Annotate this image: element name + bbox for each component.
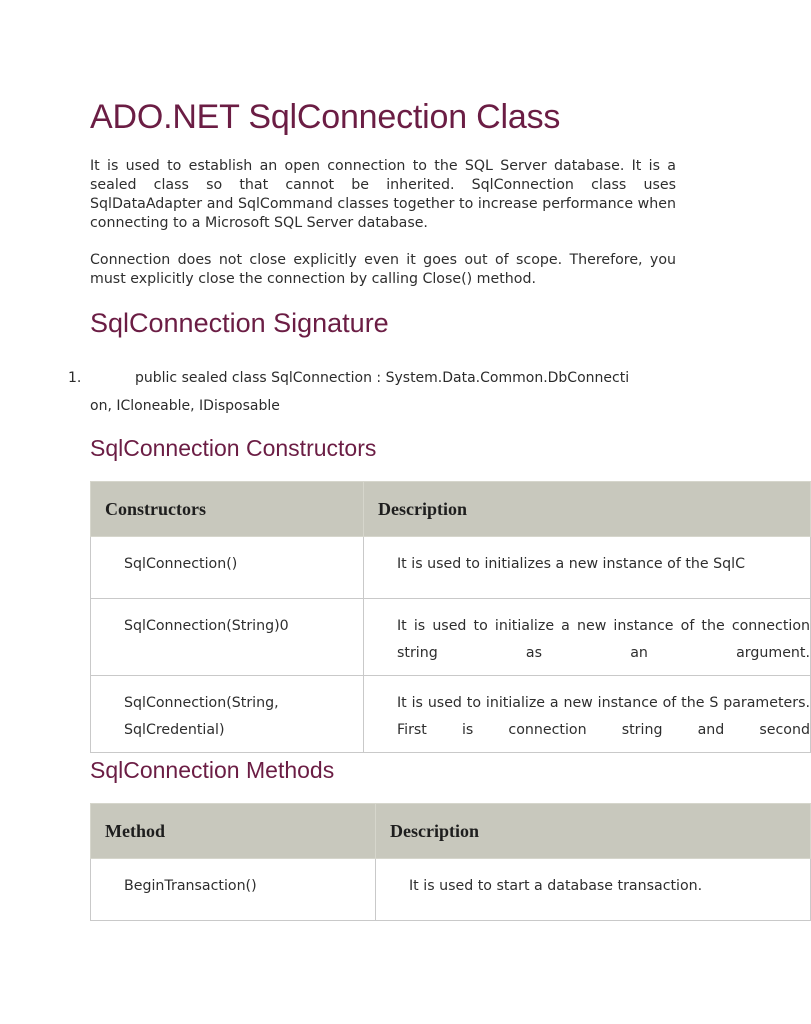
signature-heading: SqlConnection Signature <box>90 308 389 338</box>
table-header-row <box>91 804 811 859</box>
table-header-row <box>91 482 811 537</box>
constructor-description: It is used to initializes a new instance of the SqlC <box>364 537 811 599</box>
signature-code-line-2: on, ICloneable, IDisposable <box>90 398 280 414</box>
page-title: ADO.NET SqlConnection Class <box>90 98 561 136</box>
column-header-description: Description <box>364 482 811 537</box>
table-row <box>91 676 811 753</box>
method-description: It is used to start a database transaction. <box>376 859 811 921</box>
code-line-number: 1. <box>68 370 82 386</box>
constructor-name: SqlConnection() <box>91 537 364 599</box>
constructor-description: It is used to initialize a new instance of the S parameters. First is connection string and second <box>364 676 811 753</box>
constructor-name: SqlConnection(String, SqlCredential) <box>91 676 364 753</box>
methods-heading: SqlConnection Methods <box>90 757 335 783</box>
column-header-constructors: Constructors <box>91 482 364 537</box>
methods-table <box>90 803 811 921</box>
signature-code-line-1: public sealed class SqlConnection : System.Data.Common.DbConnecti <box>135 370 630 386</box>
table-row <box>91 599 811 676</box>
close-note-paragraph: Connection does not close explicitly even it goes out of scope. Therefore, you must explicitly close the connection by calling Close() method. <box>90 252 676 287</box>
table-row <box>91 859 811 921</box>
constructor-description: It is used to initialize a new instance of the connection string as an argument. <box>364 599 811 676</box>
intro-paragraph: It is used to establish an open connection to the SQL Server database. It is a sealed class so that cannot be inherited. SqlConnection class uses SqlDataAdapter and SqlCommand classes together to increase performance when connecting to a Microsoft SQL Server database. <box>90 158 676 231</box>
column-header-description: Description <box>376 804 811 859</box>
column-header-method: Method <box>91 804 376 859</box>
constructors-table <box>90 481 811 753</box>
constructors-heading: SqlConnection Constructors <box>90 435 377 461</box>
constructor-name: SqlConnection(String)0 <box>91 599 364 676</box>
method-name: BeginTransaction() <box>91 859 376 921</box>
table-row <box>91 537 811 599</box>
